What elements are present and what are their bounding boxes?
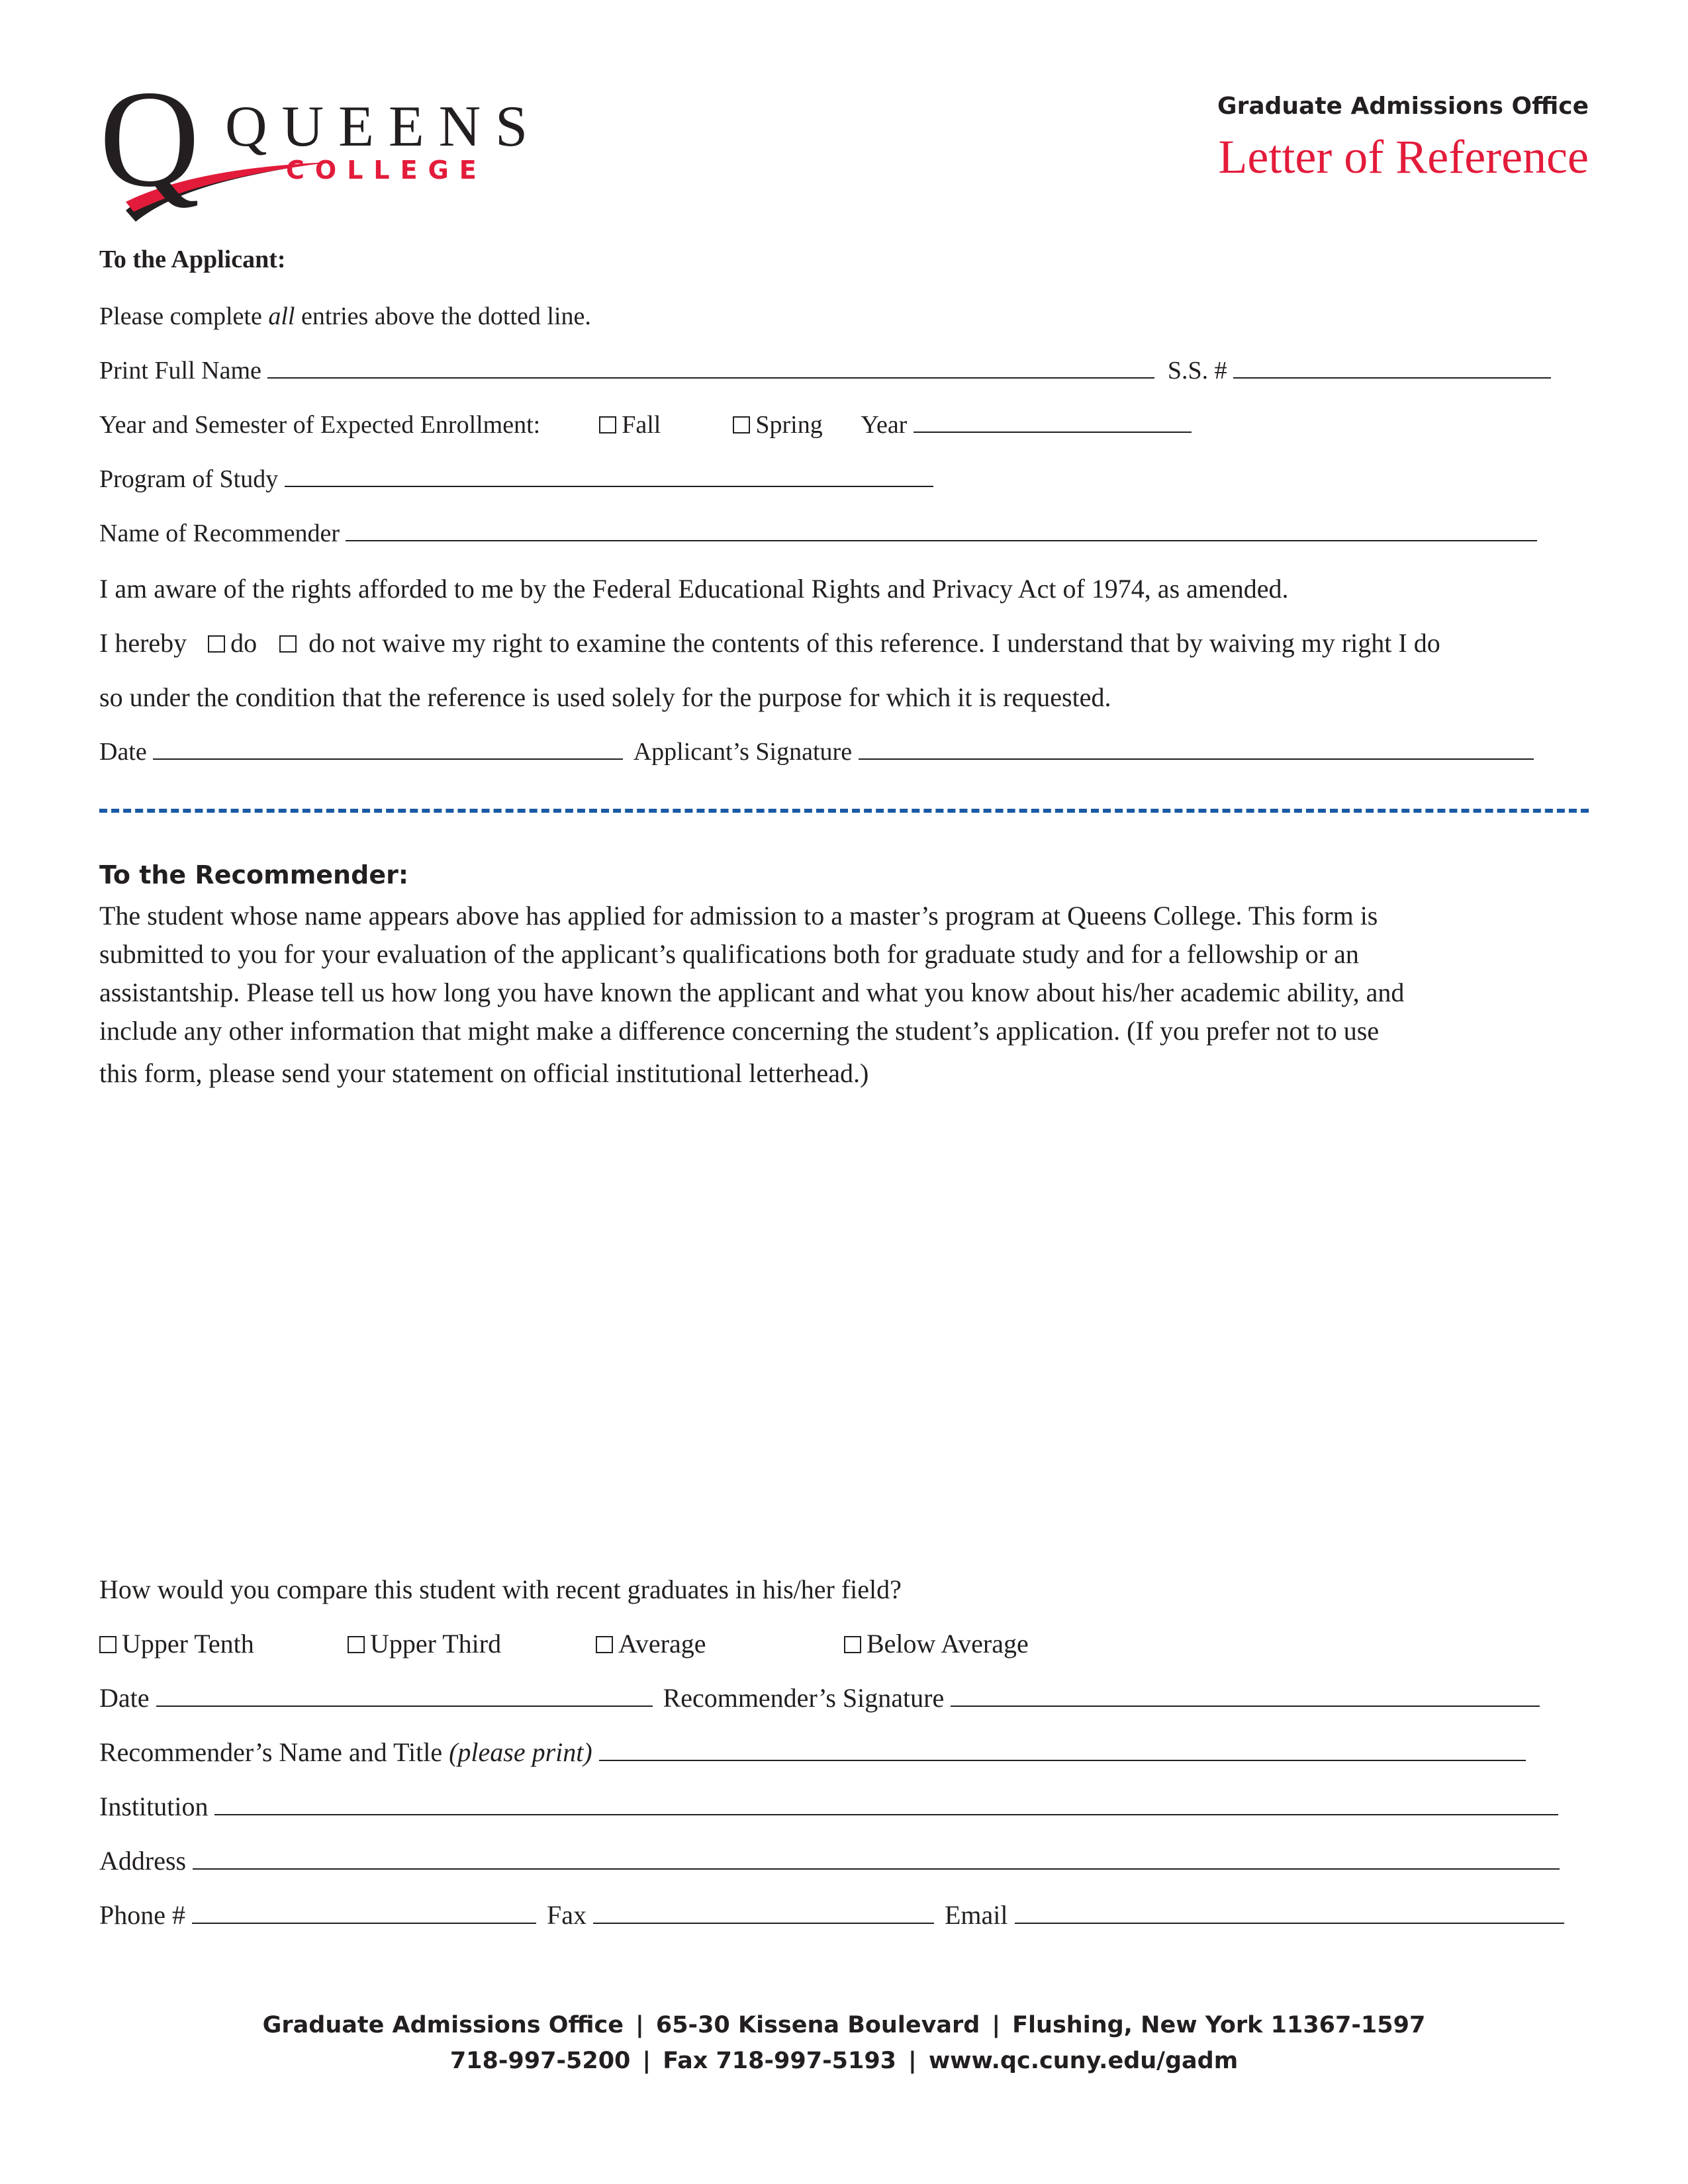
recommender-instructions-line: submitted to you for your evaluation of the applicant’s qualifications both for graduate study and for a fellowship or an [99, 939, 1359, 969]
enrollment-row [99, 409, 1192, 441]
applicant-date-signature-row [99, 736, 1534, 768]
footer-separator: | [992, 2012, 1001, 2038]
logo-q-letter: Q [99, 62, 200, 216]
rank-options-row [99, 1628, 1029, 1660]
ss-number-field[interactable] [1233, 355, 1551, 379]
document-title: Letter of Reference [1218, 130, 1589, 183]
average-checkbox[interactable] [596, 1636, 613, 1653]
waiver-row [99, 627, 1440, 659]
applicant-signature-field[interactable] [859, 736, 1534, 760]
rank-option-average [596, 1628, 844, 1660]
recommender-instructions [99, 897, 1589, 1093]
address-label: Address [99, 1846, 187, 1876]
footer-city: Flushing, New York 11367-1597 [1012, 2012, 1426, 2038]
office-title: Graduate Admissions Office [1217, 93, 1589, 120]
phone-field[interactable] [192, 1900, 536, 1924]
recommender-signature-field[interactable] [951, 1683, 1540, 1707]
queens-college-logo [99, 62, 543, 225]
recommender-signature-label: Recommender’s Signature [663, 1683, 945, 1713]
footer-office: Graduate Admissions Office [262, 2012, 624, 2038]
do-not-waive-checkbox[interactable] [279, 635, 297, 653]
rank-option-upper-tenth [99, 1628, 348, 1660]
fall-label: Fall [622, 411, 661, 439]
upper-tenth-label: Upper Tenth [122, 1629, 254, 1659]
recommender-date-field[interactable] [156, 1683, 653, 1707]
recommender-heading: To the Recommender: [99, 860, 409, 889]
do-label: do [230, 628, 258, 658]
fax-field[interactable] [593, 1900, 934, 1924]
do-waive-checkbox[interactable] [208, 635, 225, 653]
address-field[interactable] [193, 1846, 1560, 1870]
recommender-name-row [99, 518, 1537, 549]
institution-row [99, 1791, 1558, 1823]
footer-street: 65-30 Kissena Boulevard [655, 2012, 980, 2038]
institution-field[interactable] [214, 1792, 1558, 1815]
below-average-label: Below Average [867, 1629, 1029, 1659]
footer-separator: | [908, 2048, 917, 2074]
footer-phone: 718-997-5200 [449, 2048, 631, 2074]
contact-row [99, 1899, 1564, 1931]
full-name-field[interactable] [267, 355, 1154, 379]
program-field[interactable] [285, 463, 933, 487]
recommender-name-title-row [99, 1737, 1526, 1768]
email-label: Email [945, 1900, 1008, 1930]
spring-checkbox[interactable] [733, 416, 750, 433]
recommender-date-label: Date [99, 1683, 150, 1713]
recommender-name-field[interactable] [346, 518, 1537, 541]
full-name-label: Print Full Name [99, 357, 261, 385]
upper-third-checkbox[interactable] [348, 1636, 365, 1653]
waiver-text-pre: I hereby [99, 628, 187, 658]
compare-question: How would you compare this student with recent graduates in his/her field? [99, 1574, 902, 1604]
ferpa-statement: I am aware of the rights afforded to me by the Federal Educational Rights and Privacy Act of 1974, as amended. [99, 574, 1289, 604]
below-average-checkbox[interactable] [844, 1636, 861, 1653]
waiver-text-line2: so under the condition that the reference is used solely for the purpose for which it is requested. [99, 682, 1111, 712]
institution-label: Institution [99, 1792, 209, 1821]
fall-checkbox[interactable] [599, 416, 616, 433]
enrollment-label: Year and Semester of Expected Enrollment: [99, 411, 541, 439]
applicant-signature-label: Applicant’s Signature [633, 738, 853, 766]
year-field[interactable] [914, 409, 1192, 433]
full-name-row [99, 355, 1551, 387]
applicant-instructions [99, 300, 591, 332]
fax-label: Fax [547, 1900, 586, 1930]
email-field[interactable] [1015, 1900, 1564, 1924]
instructions-emphasis: all [268, 302, 295, 330]
footer-separator: | [635, 2012, 644, 2038]
logo-college-wordmark: COLLEGE [286, 156, 487, 185]
program-label: Program of Study [99, 465, 279, 493]
rank-option-below-average [844, 1628, 1029, 1660]
applicant-date-label: Date [99, 738, 147, 766]
recommender-name-label: Name of Recommender [99, 520, 340, 547]
phone-label: Phone # [99, 1900, 185, 1930]
program-row [99, 463, 933, 495]
please-print-note: (please print) [449, 1737, 592, 1767]
recommender-instructions-line: this form, please send your statement on official institutional letterhead.) [99, 1058, 869, 1088]
logo-queens-wordmark: QUEENS [225, 95, 543, 159]
rank-option-upper-third [348, 1628, 596, 1660]
upper-third-label: Upper Third [370, 1629, 502, 1659]
instructions-text-post: entries above the dotted line. [295, 302, 591, 330]
dotted-divider-line [99, 809, 1589, 813]
applicant-date-field[interactable] [153, 736, 623, 760]
upper-tenth-checkbox[interactable] [99, 1636, 117, 1653]
recommender-instructions-line: The student whose name appears above has applied for admission to a master’s program at Queens College. This form is [99, 901, 1378, 931]
footer-fax: Fax 718-997-5193 [663, 2048, 897, 2074]
applicant-heading: To the Applicant: [99, 246, 286, 273]
recommender-name-title-field[interactable] [599, 1737, 1526, 1761]
instructions-text-pre: Please complete [99, 302, 269, 330]
ss-label: S.S. # [1167, 357, 1227, 385]
footer-separator: | [642, 2048, 651, 2074]
footer-address-line [0, 2012, 1688, 2038]
address-row [99, 1845, 1560, 1877]
waiver-text-post: do not waive my right to examine the contents of this reference. I understand that by waiving my right I do [308, 628, 1440, 658]
recommender-date-signature-row [99, 1682, 1540, 1714]
spring-label: Spring [755, 411, 823, 439]
average-label: Average [618, 1629, 706, 1659]
year-label: Year [861, 411, 908, 439]
recommender-name-title-label: Recommender’s Name and Title [99, 1737, 443, 1767]
footer-website-link[interactable]: www.qc.cuny.edu/gadm [928, 2048, 1239, 2074]
recommender-instructions-line: assistantship. Please tell us how long you have known the applicant and what you know about his/her academic ability, and [99, 978, 1405, 1007]
recommender-instructions-line: include any other information that might make a difference concerning the student’s application. (If you prefer not to use [99, 1016, 1380, 1046]
footer-contact-line [0, 2048, 1688, 2074]
